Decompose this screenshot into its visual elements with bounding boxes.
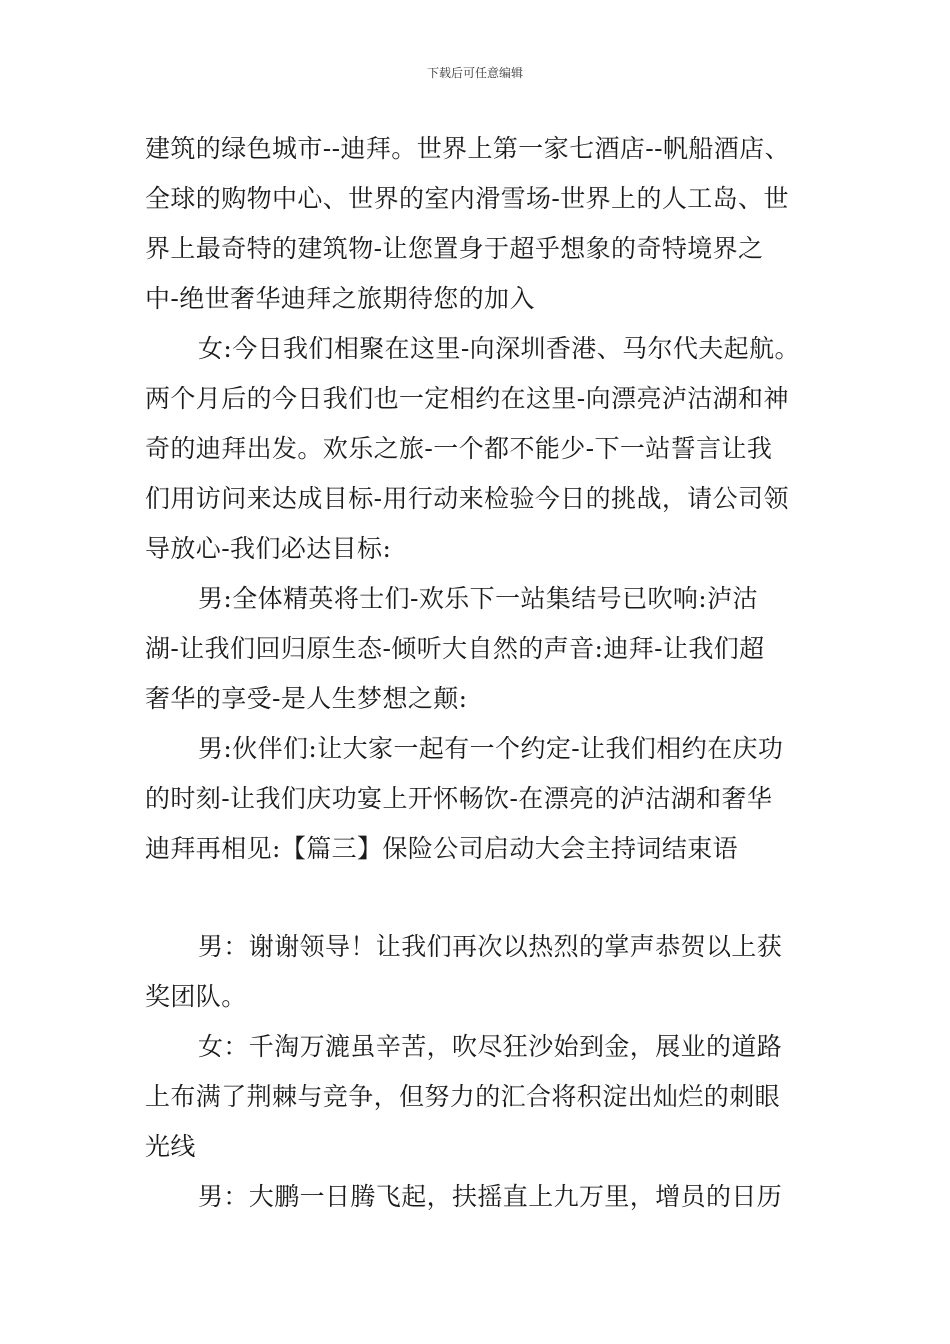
text-line: 界上最奇特的建筑物-让您置身于超乎想象的奇特境界之 — [145, 234, 764, 263]
text-line: 上布满了荆棘与竞争，但努力的汇合将积淀出灿烂的刺眼 — [145, 1082, 781, 1111]
text-line: 导放心-我们必达目标: — [145, 534, 392, 563]
paragraph-first-line: 男：大鹏一日腾飞起，扶摇直上九万里，增员的日历 — [198, 1182, 783, 1211]
text-line: 两个月后的今日我们也一定相约在这里-向漂亮泸沽湖和神 — [145, 384, 789, 413]
text-line: 奖团队。 — [145, 982, 247, 1011]
paragraph-first-line: 男:伙伴们:让大家一起有一个约定-让我们相约在庆功 — [198, 734, 784, 763]
text-line: 们用访问来达成目标-用行动来检验今日的挑战，请公司领 — [145, 484, 789, 513]
paragraph-first-line: 男:全体精英将士们-欢乐下一站集结号已吹响:泸沽 — [198, 584, 758, 613]
paragraph-first-line: 男：谢谢领导！让我们再次以热烈的掌声恭贺以上获 — [198, 932, 783, 961]
paragraph-first-line: 女:今日我们相聚在这里-向深圳香港、马尔代夫起航。 — [198, 334, 800, 363]
text-line: 的时刻-让我们庆功宴上开怀畅饮-在漂亮的泸沽湖和奢华 — [145, 784, 773, 813]
text-line: 奢华的享受-是人生梦想之颠: — [145, 684, 468, 713]
text-line: 迪拜再相见:【篇三】保险公司启动大会主持词结束语 — [145, 834, 739, 863]
paragraph-first-line: 女：千淘万漉虽辛苦，吹尽狂沙始到金，展业的道路 — [198, 1032, 783, 1061]
page-header: 下载后可任意编辑 — [426, 66, 523, 80]
text-line: 中-绝世奢华迪拜之旅期待您的加入 — [145, 284, 535, 313]
text-line: 建筑的绿色城市--迪拜。世界上第一家七酒店--帆船酒店、 — [145, 134, 790, 163]
text-line: 奇的迪拜出发。欢乐之旅-一个都不能少-下一站誓言让我 — [145, 434, 773, 463]
text-line: 全球的购物中心、世界的室内滑雪场-世界上的人工岛、世 — [145, 184, 789, 213]
text-line: 光线 — [145, 1132, 196, 1161]
text-line: 湖-让我们回归原生态-倾听大自然的声音:迪拜-让我们超 — [145, 634, 765, 663]
